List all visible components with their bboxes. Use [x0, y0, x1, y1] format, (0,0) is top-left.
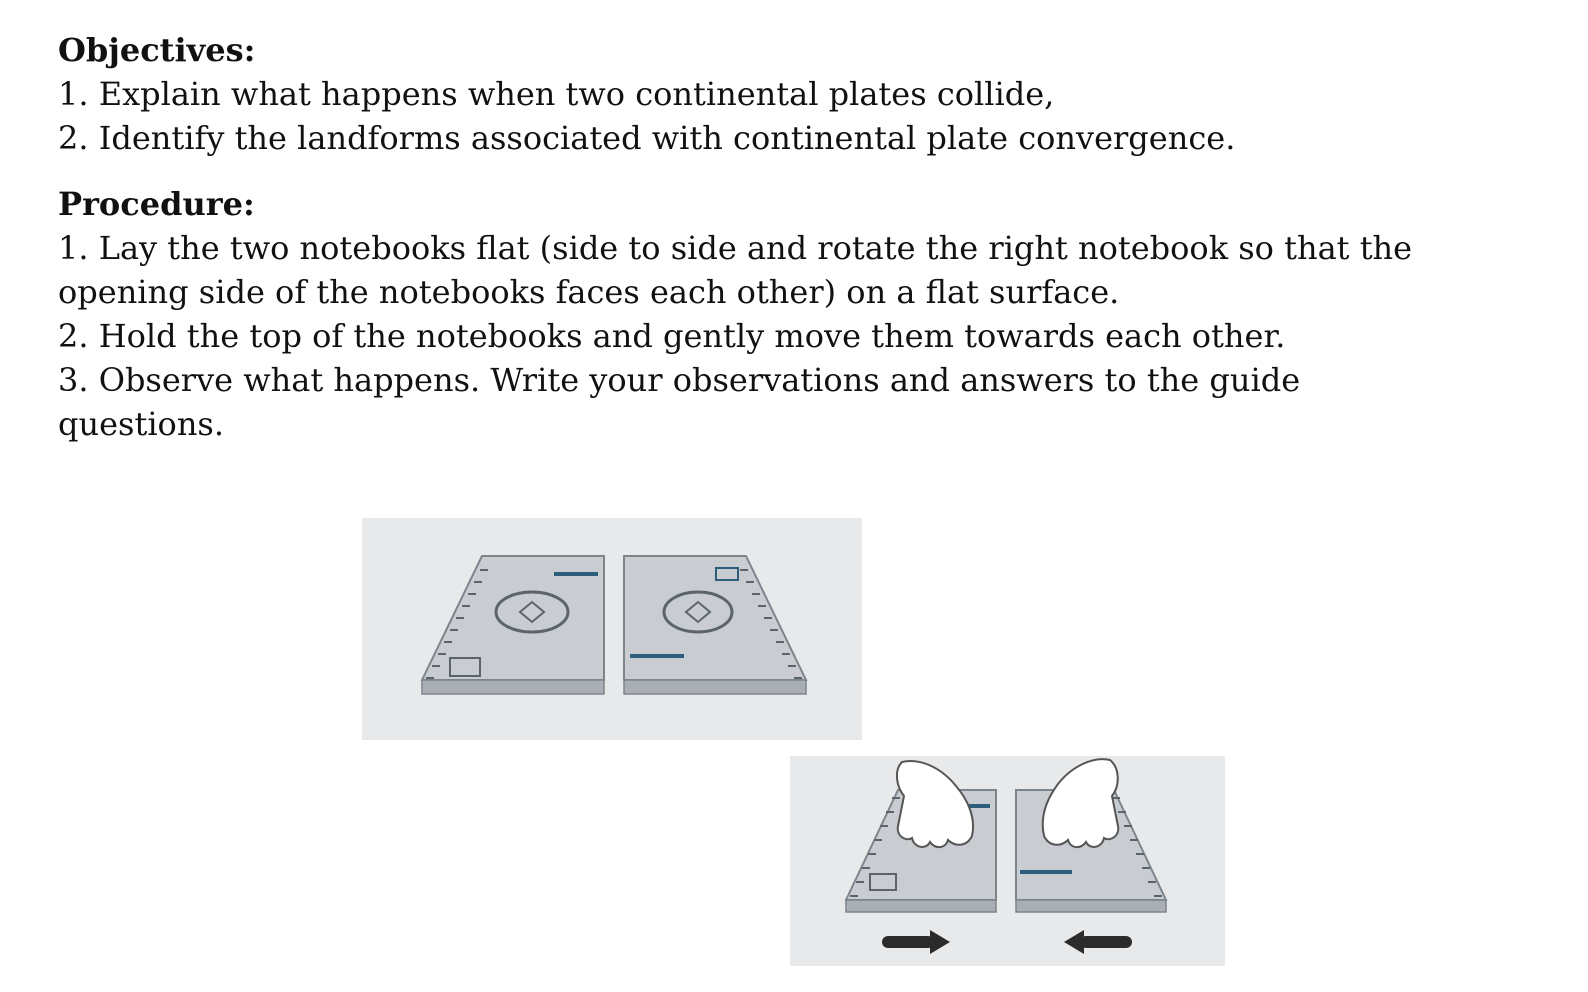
procedure-heading: Procedure: — [58, 185, 255, 223]
objectives-heading: Objectives: — [58, 31, 256, 69]
right-notebook-illustration — [624, 556, 806, 694]
objective-item-1: 1. Explain what happens when two continental plates collide, — [58, 75, 1055, 113]
procedure-line-5: questions. — [58, 405, 225, 443]
left-arrow-icon — [1064, 930, 1132, 954]
notebooks-flat-figure — [362, 518, 862, 740]
document-page — [58, 28, 1538, 446]
procedure-line-4: 3. Observe what happens. Write your observations and answers to the guide — [58, 361, 1301, 399]
notebooks-push-figure — [790, 756, 1225, 966]
left-notebook-illustration — [422, 556, 604, 694]
right-arrow-icon — [882, 930, 950, 954]
procedure-line-3: 2. Hold the top of the notebooks and gently move them towards each other. — [58, 317, 1286, 355]
objective-item-2: 2. Identify the landforms associated with continental plate convergence. — [58, 119, 1236, 157]
right-hand-icon — [1043, 759, 1118, 847]
procedure-line-1: 1. Lay the two notebooks flat (side to side and rotate the right notebook so that the — [58, 229, 1413, 267]
left-hand-icon — [897, 761, 973, 847]
procedure-line-2: opening side of the notebooks faces each other) on a flat surface. — [58, 273, 1120, 311]
